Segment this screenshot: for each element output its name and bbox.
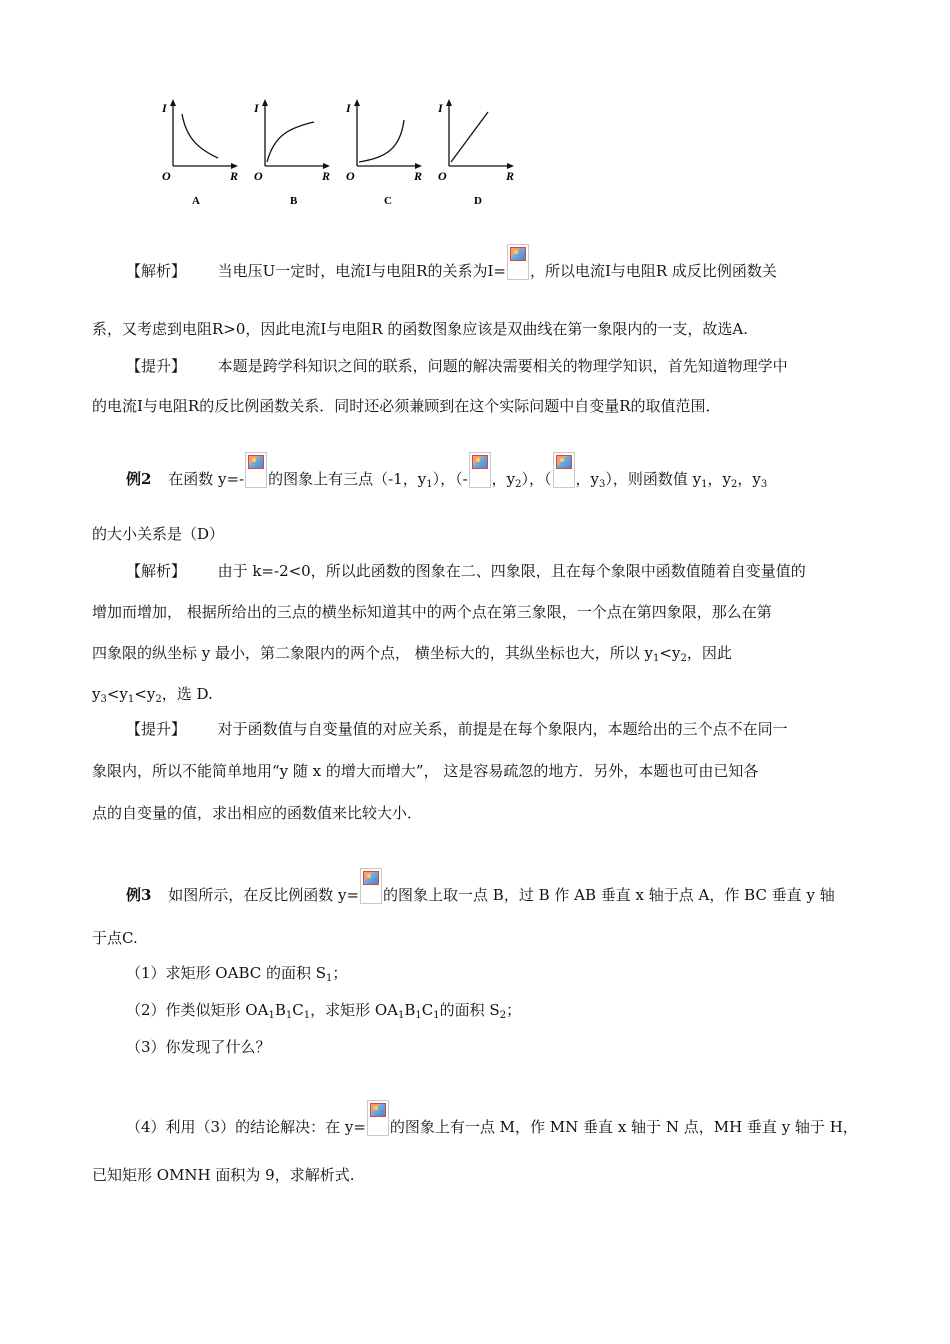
subscript: 2 [499, 1010, 507, 1021]
q-text: ，y [491, 470, 516, 488]
graph-b-xlabel: R [322, 169, 331, 183]
ex2-analysis-line1 [126, 560, 806, 581]
analysis-text: y [92, 685, 101, 703]
analysis-text: <y [659, 644, 681, 662]
graph-d [437, 99, 514, 207]
subscript: 3 [760, 479, 768, 490]
subscript: 2 [155, 694, 162, 705]
ex3-part2 [126, 999, 521, 1021]
subscript: 1 [127, 694, 135, 705]
analysis-tag: 【解析】 [126, 562, 187, 580]
graph-a-ylabel: I [162, 101, 167, 115]
analysis-text: 由于 k=-2<0，所以此函数的图象在二、四象限，且在每个象限中函数值随着自变量值的 [217, 562, 806, 580]
formula-image-icon [507, 244, 529, 280]
subscript: 1 [326, 973, 333, 984]
part-text: B [274, 1001, 286, 1019]
graph-b-label: B [290, 195, 298, 207]
part-text: B [404, 1001, 416, 1019]
ex2-tip-line3: 点的自变量的值，求出相应的函数值来比较大小． [92, 804, 423, 822]
q-text: ），（- [432, 470, 468, 488]
graph-c [345, 99, 422, 207]
subscript: 1 [415, 1010, 422, 1021]
graph-c-label: C [384, 195, 392, 207]
formula-image-icon [553, 452, 575, 488]
ex2-tip-line2: 象限内，所以不能简单地用“y 随 x 的增大而增大”， 这是容易疏忽的地方．另外，本题也可由已知各 [92, 762, 759, 780]
part-text: 的图象上有一点 M，作 MN 垂直 x 轴于 N 点，MH 垂直 y 轴于 H， [389, 1118, 858, 1136]
graphs-figure [150, 96, 530, 210]
formula-image-icon [469, 452, 491, 488]
subscript: 1 [303, 1010, 311, 1021]
ex2-question-line2: 的大小关系是（D） [92, 525, 225, 543]
graph-c-origin: O [346, 169, 355, 183]
analysis-text: <y [134, 685, 156, 703]
part-text: ； [332, 964, 348, 982]
ex3-part4-line1 [126, 1100, 858, 1137]
subscript: 2 [515, 479, 522, 490]
subscript: 3 [100, 694, 107, 705]
formula-image-icon [360, 868, 382, 904]
formula-image-icon [245, 452, 267, 488]
part-text: （4）利用（3）的结论解决：在 y= [126, 1118, 366, 1136]
subscript: 1 [433, 1010, 440, 1021]
q-text: ，y [737, 470, 761, 488]
graph-d-xlabel: R [506, 169, 515, 183]
graph-b-ylabel: I [254, 101, 259, 115]
q-text: ），则函数值 y [605, 470, 702, 488]
analysis-text: 四象限的纵坐标 y 最小，第二象限内的两个点， 横坐标大的，其纵坐标也大，所以 y [92, 644, 654, 662]
ex3-question-line2: 于点C. [92, 929, 138, 947]
subscript: 1 [398, 1010, 405, 1021]
ex1-analysis-line2: 系，又考虑到电阻R>0，因此电流I与电阻R 的函数图象应该是双曲线在第一象限内的一支，故选A. [92, 320, 748, 338]
graph-a [161, 99, 238, 207]
graph-b [253, 99, 330, 207]
graph-a-xlabel: R [230, 169, 239, 183]
graph-d-ylabel: I [438, 101, 443, 115]
ex2-analysis-line3 [92, 642, 732, 664]
q-text: ，y [707, 470, 731, 488]
subscript: 1 [285, 1010, 293, 1021]
analysis-tag: 【解析】 [126, 262, 187, 280]
ex2-tip-line1 [126, 718, 788, 739]
analysis-text: ，选 D. [161, 685, 213, 703]
ex3-part4-line2: 已知矩形 OMNH 面积为 9，求解析式. [92, 1166, 355, 1184]
formula-image-icon [367, 1100, 389, 1136]
tip-tag: 【提升】 [126, 357, 187, 375]
q-text: 的图象上有三点（-1，y [268, 470, 427, 488]
example-label: 例3 [126, 886, 152, 904]
tip-tag: 【提升】 [126, 720, 187, 738]
graph-d-label: D [474, 195, 482, 207]
ex2-question-line1 [126, 452, 767, 490]
analysis-text: <y [106, 685, 128, 703]
analysis-text: ，所以电流I与电阻R 成反比例函数关 [529, 262, 777, 280]
part-text: ； [506, 1001, 522, 1019]
part-text: C [421, 1001, 434, 1019]
subscript: 1 [426, 479, 433, 490]
ex3-question-line1 [126, 868, 835, 905]
q-text: 的图象上取一点 B，过 B 作 AB 垂直 x 轴于点 A，作 BC 垂直 y 轴 [383, 886, 835, 904]
graph-c-ylabel: I [346, 101, 351, 115]
subscript: 2 [731, 479, 738, 490]
ex3-part1 [126, 962, 347, 984]
part-text: 的面积 S [439, 1001, 500, 1019]
part-text: C [292, 1001, 304, 1019]
q-text: 在函数 y=- [168, 470, 245, 488]
graph-a-origin: O [162, 169, 171, 183]
ex1-analysis-line1 [126, 244, 777, 281]
part-text: （1）求矩形 OABC 的面积 S [126, 964, 327, 982]
subscript: 2 [680, 653, 687, 664]
ex1-tip-line1 [126, 355, 788, 376]
subscript: 1 [701, 479, 708, 490]
graph-d-origin: O [438, 169, 447, 183]
q-text: 如图所示，在反比例函数 y= [168, 886, 360, 904]
graph-a-label: A [192, 195, 200, 207]
subscript: 1 [653, 653, 660, 664]
ex1-tip-line2: 的电流I与电阻R的反比例函数关系．同时还必须兼顾到在这个实际问题中自变量R的取值范围． [92, 397, 721, 415]
graph-c-xlabel: R [414, 169, 423, 183]
analysis-text: 当电压U一定时，电流I与电阻R的关系为I= [217, 262, 506, 280]
subscript: 1 [268, 1010, 275, 1021]
analysis-text: ，因此 [686, 644, 732, 662]
subscript: 3 [599, 479, 606, 490]
ex2-analysis-line4 [92, 683, 213, 705]
graph-b-origin: O [254, 169, 263, 183]
part-text: ，求矩形 OA [310, 1001, 398, 1019]
ex3-part3: （3）你发现了什么？ [126, 1038, 271, 1056]
q-text: ），（ [521, 470, 552, 488]
part-text: （2）作类似矩形 OA [126, 1001, 269, 1019]
tip-text: 本题是跨学科知识之间的联系，问题的解决需要相关的物理学知识，首先知道物理学中 [217, 357, 788, 375]
ex2-analysis-line2: 增加而增加， 根据所给出的三点的横坐标知道其中的两个点在第三象限，一个点在第四象限，那么在第 [92, 603, 772, 621]
tip-text: 对于函数值与自变量值的对应关系，前提是在每个象限内，本题给出的三个点不在同一 [217, 720, 788, 738]
example-label: 例2 [126, 470, 152, 488]
q-text: ，y [575, 470, 600, 488]
